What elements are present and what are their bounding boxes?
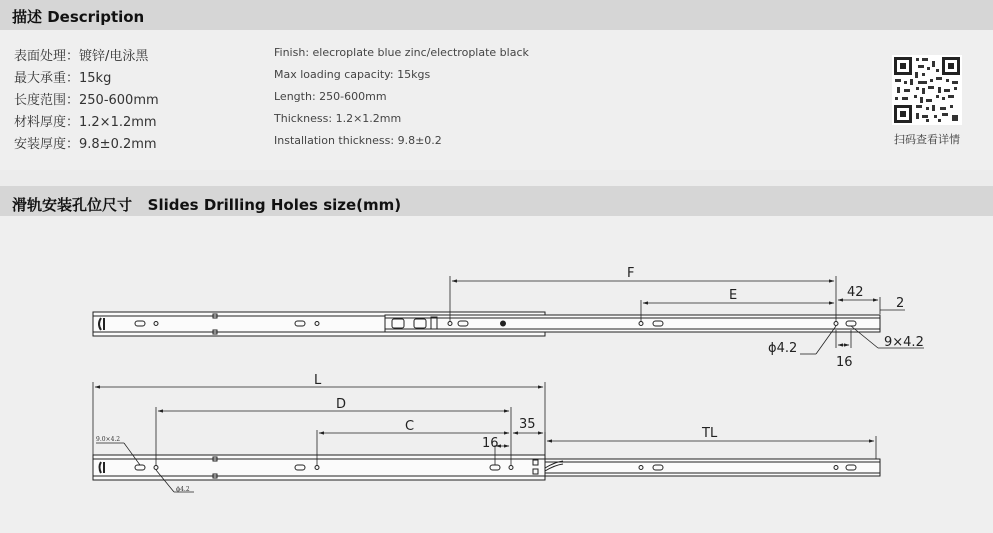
- label-small-hole: ϕ4.2: [176, 486, 190, 493]
- label-small-slot: 9.0×4.2: [96, 436, 121, 443]
- label-C: C: [405, 419, 415, 434]
- spec-en-length: Length: 250-600mm: [274, 90, 387, 103]
- spec-cn-install: 安装厚度：9.8±0.2mm: [14, 137, 157, 152]
- description-title: 描述 Description: [12, 8, 145, 26]
- label-9x4-2: 9×4.2: [884, 335, 924, 350]
- spec-cn-load: 最大承重：15kg: [14, 71, 112, 86]
- spec-cn-length: 长度范围：250-600mm: [14, 93, 159, 108]
- top-slide-drawing: [93, 312, 880, 336]
- spec-en-install: Installation thickness: 9.8±0.2: [274, 134, 442, 147]
- label-42: 42: [847, 285, 864, 300]
- label-L: L: [314, 373, 322, 388]
- bottom-slide-drawing: [93, 455, 880, 480]
- label-phi-4-2: ϕ4.2: [768, 341, 798, 356]
- label-2: 2: [896, 296, 905, 311]
- drilling-title: 滑轨安装孔位尺寸 Slides Drilling Holes size(mm): [12, 196, 402, 214]
- spec-cn-thickness: 材料厚度：1.2×1.2mm: [14, 115, 157, 130]
- qr-caption: 扫码查看详情: [894, 133, 960, 146]
- label-E: E: [729, 288, 738, 303]
- spec-cn-finish: 表面处理：镀锌/电泳黑: [14, 49, 149, 64]
- label-35: 35: [519, 417, 536, 432]
- spec-en-load: Max loading capacity: 15kgs: [274, 68, 431, 81]
- label-D: D: [336, 397, 347, 412]
- spec-en-thickness: Thickness: 1.2×1.2mm: [274, 112, 402, 125]
- label-F: F: [627, 266, 635, 281]
- spec-en-finish: Finish: elecroplate blue zinc/electroplate black: [274, 46, 529, 59]
- label-16-bottom: 16: [482, 436, 499, 451]
- label-16-top: 16: [836, 355, 853, 370]
- label-TL: TL: [702, 426, 718, 441]
